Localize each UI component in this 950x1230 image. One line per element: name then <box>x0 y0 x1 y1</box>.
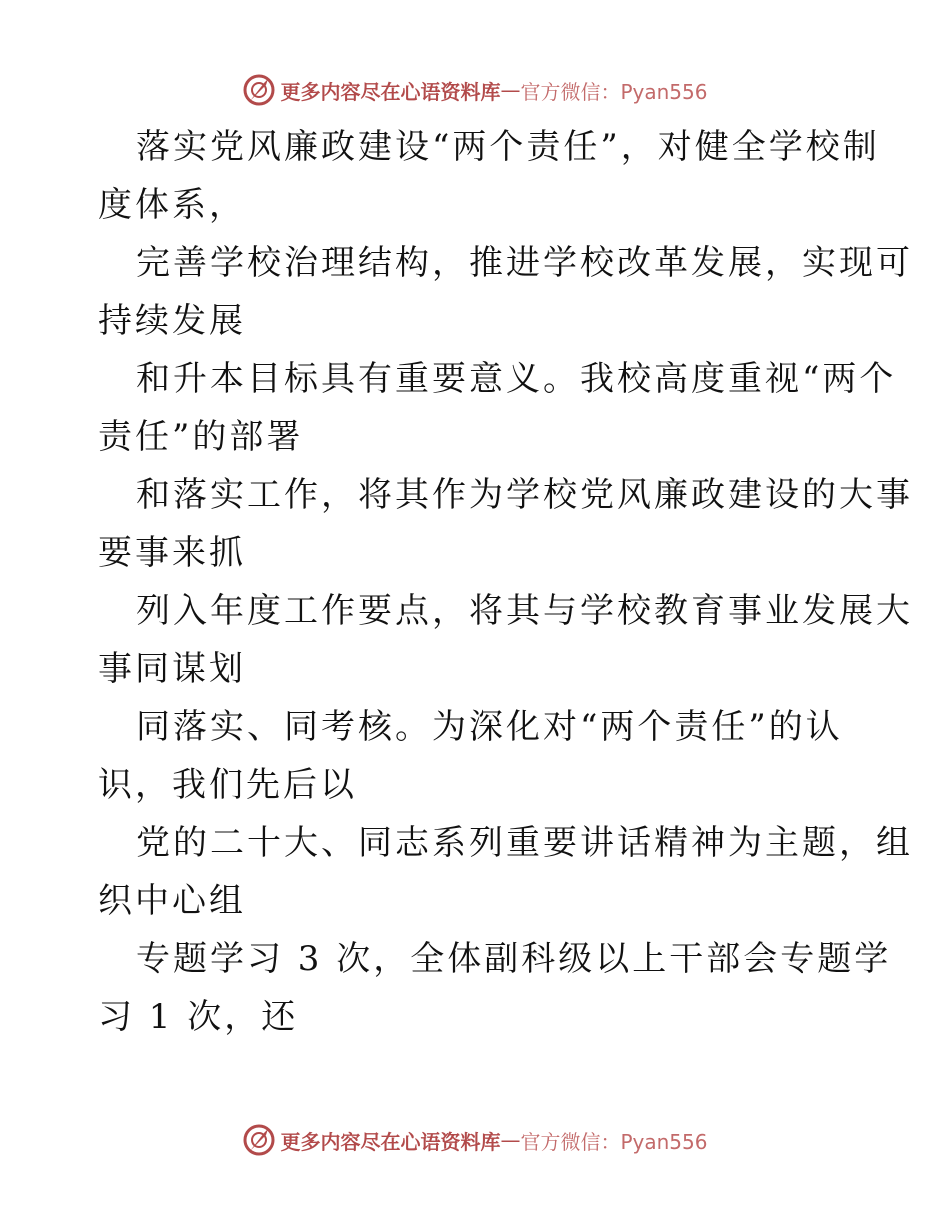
watermark-site-text: 更多内容尽在心语资料库 <box>280 79 501 104</box>
text-line: 织中心组 <box>98 881 246 921</box>
watermark-site-text: 更多内容尽在心语资料库 <box>280 1129 501 1154</box>
watermark-contact: 官方微信：Pyan556 <box>520 79 708 104</box>
header-watermark <box>0 70 950 110</box>
watermark-contact: 官方微信：Pyan556 <box>520 1129 708 1154</box>
footer-watermark <box>0 1120 950 1160</box>
text-line: 列入年度工作要点，将其与学校教育事业发展大 <box>136 591 913 631</box>
quill-logo-icon <box>242 73 276 107</box>
text-line: 专题学习 3 次，全体副科级以上干部会专题学 <box>136 939 892 979</box>
text-line: 和落实工作，将其作为学校党风廉政建设的大事 <box>136 475 913 515</box>
text-line: 持续发展 <box>98 301 246 341</box>
text-line: 同落实、同考核。为深化对“两个责任”的认 <box>136 707 843 747</box>
text-line: 事同谋划 <box>98 649 246 689</box>
text-line: 责任”的部署 <box>98 417 304 457</box>
document-body <box>98 118 913 1046</box>
text-line: 落实党风廉政建设“两个责任”，对健全学校制 <box>136 127 880 167</box>
quill-logo-icon <box>242 1123 276 1157</box>
text-line: 党的二十大、同志系列重要讲话精神为主题，组 <box>136 823 913 863</box>
watermark-dash: — <box>500 1128 521 1152</box>
text-line: 识，我们先后以 <box>98 765 357 805</box>
text-line: 习 1 次，还 <box>98 997 299 1037</box>
watermark-dash: — <box>500 78 521 102</box>
text-line: 完善学校治理结构，推进学校改革发展，实现可 <box>136 243 913 283</box>
text-line: 要事来抓 <box>98 533 246 573</box>
text-line: 度体系， <box>98 185 246 225</box>
text-line: 和升本目标具有重要意义。我校高度重视“两个 <box>136 359 897 399</box>
